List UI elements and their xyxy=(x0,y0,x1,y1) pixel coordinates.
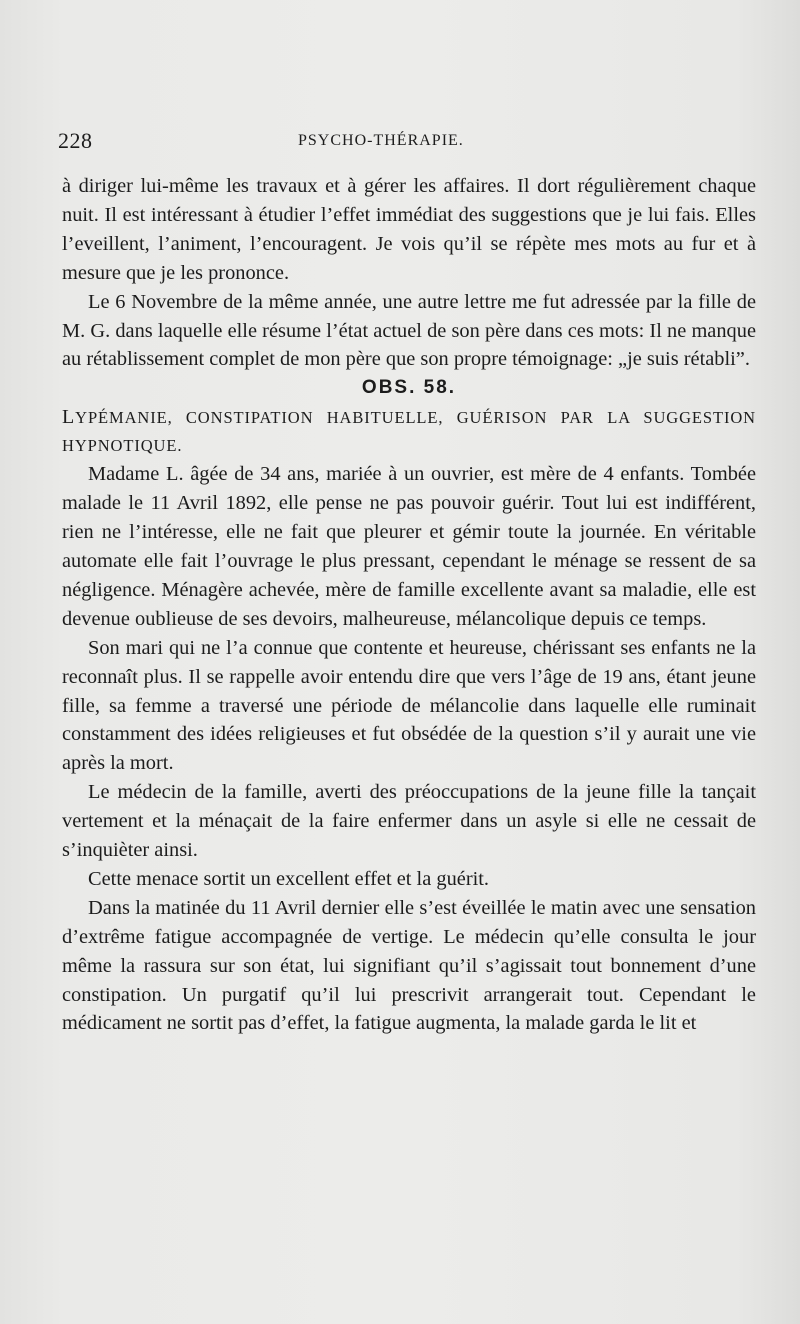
case-title-text: YPÉMANIE, CONSTIPATION HABITUELLE, GUÉRISON PAR LA SUGGESTION HYPNOTIQUE. xyxy=(62,408,756,456)
page-header xyxy=(58,128,758,158)
body-text xyxy=(62,172,756,1038)
paragraph: Cette menace sortit un excellent effet et la guérit. xyxy=(88,867,490,890)
paragraph: Son mari qui ne l’a connue que contente et heureuse, chérissant ses enfants ne la reconnaît plus. Il se rappelle avoir entendu dire que vers l’âge de 19 ans, étant jeune fille, sa femme a traversé une période de mélancolie dans laquelle elle ruminait constamment des idées religieuses et fut obsédée de la question s’il y aurait une vie après la mort. xyxy=(62,636,756,775)
paragraph: Madame L. âgée de 34 ans, mariée à un ouvrier, est mère de 4 enfants. Tombée malade le 11 Avril 1892, elle pense ne pas pouvoir guérir. Tout lui est indifférent, rien ne l’intéresse, elle ne fait que pleurer et gémir toute la journée. En véritable automate elle fait l’ouvrage le plus pressant, cependant le ménage se ressent de sa négligence. Ménagère achevée, mère de famille excellente avant sa maladie, elle est devenue oublieuse de ses devoirs, malheureuse, mélancolique depuis ce temps. xyxy=(62,463,756,630)
paragraph: Dans la matinée du 11 Avril dernier elle s’est éveillée le matin avec une sensation d’extrême fatigue accompagnée de vertige. Le médecin qu’elle consulta le jour même la rassura sur son état, lui signifiant qu’il s’agissait tout bonnement d’une constipation. Un purgatif qu’il lui prescrivit arrangerait tout. Cependant le médicament ne sortit pas d’effet, la fatigue augmenta, la malade garda le lit et xyxy=(62,896,756,1035)
page-number: 228 xyxy=(58,128,93,153)
running-head: PSYCHO-THÉRAPIE. xyxy=(298,132,464,149)
case-title-initial: L xyxy=(62,406,76,429)
case-title xyxy=(62,403,756,460)
paragraph-continuation: à diriger lui-même les travaux et à gérer les affaires. Il dort régulièrement chaque nuit. Il est intéressant à étudier l’effet immédiat des suggestions que je lui fais. Elles l’eveillent, l’animent, l’encouragent. Je vois qu’il se répète mes mots au fur et à mesure que je les prononce. xyxy=(62,175,756,284)
paragraph: Le 6 Novembre de la même année, une autre lettre me fut adressée par la fille de M. G. dans laquelle elle résume l’état actuel de son père dans ces mots: Il ne manque au rétablissement complet de mon père que son propre témoignage: „je suis rétabli”. xyxy=(62,290,756,371)
paragraph: Le médecin de la famille, averti des préoccupations de la jeune fille la tançait vertement et la ménaçait de la faire enfermer dans un asyle si elle ne cessait de s’inquièter ainsi. xyxy=(62,781,756,862)
observation-heading: OBS. 58. xyxy=(361,377,457,399)
